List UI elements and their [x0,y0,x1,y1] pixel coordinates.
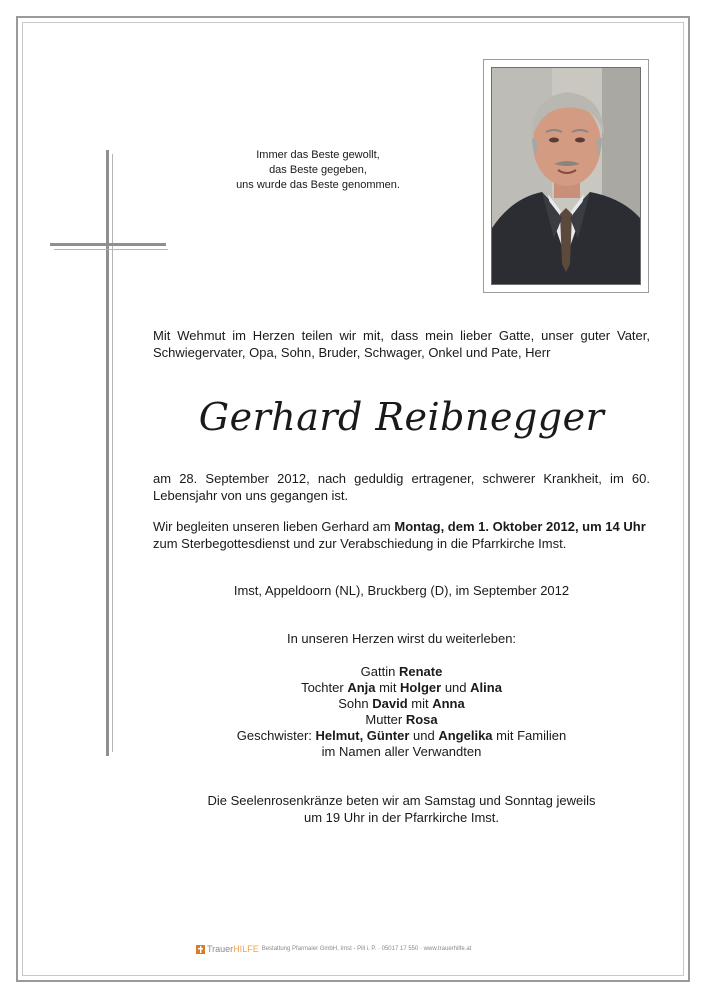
relation-label: Geschwister: [236,728,316,743]
service-notice [153,518,650,552]
brand-part: HILFE [233,944,259,954]
family-row-mother [153,712,650,728]
connector-text: mit Familien [492,728,567,743]
motto-line: das Beste gegeben, [269,164,367,176]
family-member: Angelika [438,728,493,743]
service-date: Montag, dem 1. Oktober 2012, um 14 Uhr [394,519,646,534]
family-row-daughter [153,680,650,696]
footer-brand [207,944,259,954]
footer-meta: Bestattung Pfarmaier GmbH, Imst - Pill i. P. · 05017 17 550 · www.trauerhilfe.at [261,946,472,952]
rosary-notice [153,792,650,826]
rosary-line: um 19 Uhr in der Pfarrkirche Imst. [303,810,500,825]
service-prefix: Wir begleiten unseren lieben Gerhard am [153,519,395,534]
family-row-wife [153,664,650,680]
family-member: Renate [398,664,443,679]
cross-horizontal-shadow [54,249,168,250]
place-date: Imst, Appeldoorn (NL), Bruckberg (D), im September 2012 [233,583,570,598]
death-notice: am 28. September 2012, nach geduldig ertragener, schwerer Krankheit, im 60. Lebensjahr von uns gegangen ist. [153,471,650,503]
connector-text: mit [375,680,401,695]
relation-label: Gattin [360,664,399,679]
motto-line: Immer das Beste gewollt, [256,149,380,161]
family-member: Holger [400,680,442,695]
relation-label: Mutter [365,712,406,727]
connector-text: und [441,680,471,695]
portrait-photo [491,67,641,285]
cross-horizontal-bar [50,243,166,246]
family-member: Anna [432,696,465,711]
remembrance-line: In unseren Herzen wirst du weiterleben: [286,631,517,646]
brand-part: Trauer [207,944,234,954]
family-row-siblings [153,728,650,744]
family-list [153,664,650,760]
deceased-name: Gerhard Reibnegger [198,395,605,439]
family-member: Alina [470,680,502,695]
footer-credit [196,943,471,955]
motto-verse [218,148,418,193]
family-member: David [372,696,408,711]
motto-line: uns wurde das Beste genommen. [236,179,400,191]
trauerhilfe-logo-icon [196,945,205,954]
family-member: Anja [347,680,376,695]
family-row-relatives: im Namen aller Verwandten [321,744,482,759]
service-suffix: zum Sterbegottesdienst und zur Verabschiedung in die Pfarrkirche Imst. [153,536,567,551]
family-row-son [153,696,650,712]
portrait-frame [483,59,649,293]
rosary-line: Die Seelenrosenkränze beten wir am Samstag und Sonntag jeweils [207,793,596,808]
family-member: Helmut, Günter [315,728,410,743]
cross-vertical-bar [106,150,109,756]
family-member: Rosa [405,712,438,727]
relation-label: Sohn [338,696,373,711]
relation-label: Tochter [301,680,348,695]
intro-paragraph: Mit Wehmut im Herzen teilen wir mit, dass mein lieber Gatte, unser guter Vater, Schwiegervater, Opa, Sohn, Bruder, Schwager, Onkel und Pate, Herr [153,328,650,360]
connector-text: mit [407,696,433,711]
connector-text: und [409,728,439,743]
